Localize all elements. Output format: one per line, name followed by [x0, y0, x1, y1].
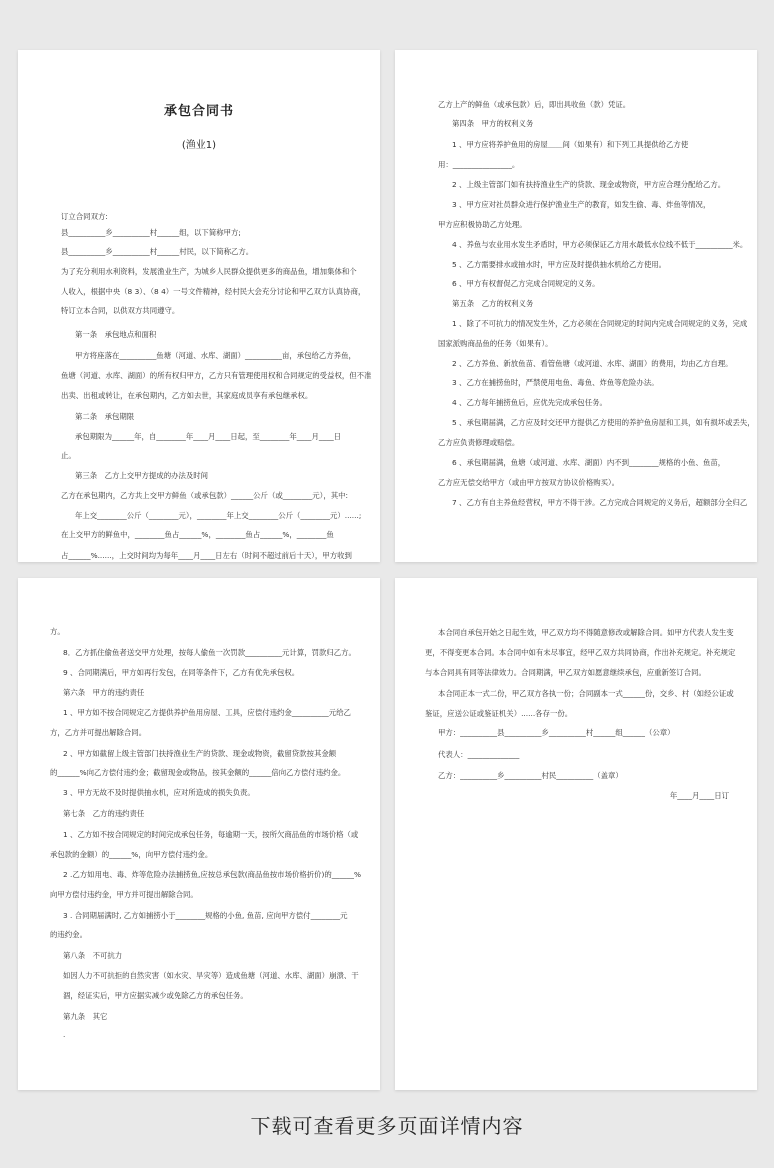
text-line: 甲方将座落在__________鱼塘（河道、水库、湖面）__________亩，承包给乙方养鱼， — [75, 351, 356, 360]
text-line: 4 、养鱼与农业用水发生矛盾时，甲方必须保证乙方用水最低水位线不低于__________米。 — [452, 240, 748, 249]
text-line: 的______%向乙方偿付违约金；截留现金或物品，按其金额的______倍向乙方偿付违约金。 — [50, 768, 346, 777]
text-line: 在上交甲方的鲜鱼中，________鱼占______%，________鱼占______%，________鱼 — [61, 530, 334, 539]
text-line: 年上交________公斤（________元），________年上交________公斤（________元）......; — [75, 511, 362, 520]
text-line: 3 . 合同期届满时, 乙方如捕捞小于________规格的小鱼, 鱼苗, 应向甲方偿付________元 — [63, 911, 348, 920]
text-line: 承包期限为______年，自________年____月____日起，至________年____月____日 — [75, 432, 342, 441]
text-line: 订立合同双方: — [61, 212, 108, 221]
text-line: 9 、合同期满后，甲方如再行发包，在同等条件下，乙方有优先承包权。 — [63, 668, 300, 677]
text-line: 县__________乡__________村______组，以下简称甲方; — [61, 228, 241, 237]
text-line: 国家派购商品鱼的任务（如果有）。 — [438, 339, 553, 348]
document-page-2 — [395, 50, 757, 562]
text-line: 代表人：______________ — [438, 750, 520, 759]
text-line: 用：________________。 — [438, 160, 520, 169]
text-line: 2 .乙方如用电、毒、炸等危险办法捕捞鱼,应按总承包款(商品鱼按市场价格折价)的______% — [63, 870, 361, 879]
text-line: 1 、甲方如不按合同规定乙方提供养护鱼用房屋、工具，应偿付违约金__________元给乙 — [63, 708, 351, 717]
document-page-3 — [18, 578, 380, 1090]
text-line: 甲方应积极协助乙方处理。 — [438, 220, 527, 229]
text-line: 如因人力不可抗拒的自然灾害（如水灾、旱灾等）造成鱼塘（河道、水库、湖面）崩溃、干 — [63, 971, 359, 980]
text-line: 1 、甲方应将养护鱼用的房屋＿＿间（如果有）和下列工具提供给乙方使 — [452, 140, 689, 149]
text-line: 特订立本合同，以供双方共同遵守。 — [61, 306, 180, 315]
text-line: 止。 — [61, 451, 76, 460]
text-line: 的违约金。 — [50, 930, 87, 939]
text-line: 乙方应负责修理或赔偿。 — [438, 438, 520, 447]
text-line: 6 、承包期届满，鱼塘（或河道、水库、湖面）内不到________规格的小鱼、鱼苗， — [452, 458, 726, 467]
text-line: 6 、甲方有权督促乙方完成合同规定的义务。 — [452, 279, 600, 288]
text-line: 第七条 乙方的违约责任 — [63, 809, 145, 818]
text-line: . — [63, 1030, 66, 1039]
text-line: 3 、甲方应对社员群众进行保护渔业生产的教育，如发生偷、毒、炸鱼等情况， — [452, 200, 711, 209]
text-line: 鉴证，应送公证或鉴证机关）......各存一份。 — [425, 709, 573, 718]
document-title: 承包合同书 — [163, 104, 234, 119]
text-line: 1 、除了不可抗力的情况发生外，乙方必须在合同规定的时间内完成合同规定的义务，完成 — [452, 319, 748, 328]
text-line: 本合同正本一式二份，甲乙双方各执一份；合同副本一式______份，交乡、村（如经公证或 — [438, 689, 734, 698]
text-line: 第三条 乙方上交甲方提成的办法及时间 — [75, 471, 209, 480]
text-line: 3 、甲方无故不及时提供抽水机，应对所造成的损失负责。 — [63, 788, 255, 797]
text-line: 1 、乙方如不按合同规定的时间完成承包任务，每逾期一天，按所欠商品鱼的市场价格（或 — [63, 830, 359, 839]
document-page-4 — [395, 578, 757, 1090]
text-line: 向甲方偿付违约金，甲方并可提出解除合同。 — [50, 890, 198, 899]
document-page-1 — [18, 50, 380, 562]
text-line: 第二条 承包期限 — [75, 412, 135, 421]
text-line: 7 、乙方有自主养鱼经营权，甲方不得干涉。乙方完成合同规定的义务后，超额部分全归乙 — [452, 498, 748, 507]
text-line: 2 、甲方如截留上级主管部门扶持渔业生产的贷款、现金或物资，截留贷款按其金额 — [63, 749, 337, 758]
text-line: 为了充分利用水利资料，发展渔业生产，为城乡人民群众提供更多的商品鱼，增加集体和个 — [61, 267, 357, 276]
text-line: 与本合同具有同等法律效力。合同期满，甲乙双方如愿意继续承包，应重新签订合同。 — [425, 668, 706, 677]
text-line: 甲方：__________县__________乡__________村______组______（公章） — [438, 728, 675, 737]
text-line: 鱼塘（河道、水库、湖面）的所有权归甲方，乙方只有管理使用权和合同规定的受益权，但不准 — [61, 371, 372, 380]
text-line: 第五条 乙方的权利义务 — [452, 299, 534, 308]
text-line: 4 、乙方每年捕捞鱼后，应优先完成承包任务。 — [452, 398, 607, 407]
text-line: 本合同自承包开始之日起生效，甲乙双方均不得随意修改或解除合同。如甲方代表人发生变 — [438, 628, 734, 637]
text-line: 方，乙方并可提出解除合同。 — [50, 728, 147, 737]
text-line: 方。 — [50, 627, 65, 636]
download-more-caption[interactable]: 下载可查看更多页面详情内容 — [250, 1114, 524, 1138]
text-line: 5 、承包期届满，乙方应及时交还甲方提供乙方使用的养护鱼房屋和工具，如有损坏或丢失， — [452, 418, 755, 427]
text-line: 涸，经证实后，甲方应据实减少或免除乙方的承包任务。 — [63, 991, 248, 1000]
text-line: 5 、乙方需要排水或抽水时，甲方应及时提供抽水机给乙方使用。 — [452, 260, 666, 269]
text-line: 承包款的金额）的______%，向甲方偿付违约金。 — [50, 850, 213, 859]
text-line: 县__________乡__________村______村民，以下简称乙方。 — [61, 247, 254, 256]
text-line: 2 、乙方养鱼、新放鱼苗、看管鱼塘（或河道、水库、湖面）的费用，均由乙方自理。 — [452, 359, 733, 368]
text-line: 年____月____日订 — [669, 791, 729, 800]
text-line: 乙方：__________乡__________村民__________（盖章） — [438, 771, 623, 780]
text-line: 2 、上级主管部门如有扶持渔业生产的贷款、现金或物资，甲方应合理分配给乙方。 — [452, 180, 726, 189]
text-line: 乙方上产的鲜鱼（或承包款）后，即出具收鱼（款）凭证。 — [438, 100, 631, 109]
text-line: 第九条 其它 — [63, 1012, 108, 1021]
text-line: 第四条 甲方的权利义务 — [452, 119, 534, 128]
text-line: 乙方在承包期内，乙方共上交甲方鲜鱼（或承包款）______公斤（或________元），其中: — [61, 491, 349, 500]
text-line: 占______%......，上交时间均为每年____月____日左右（时间不超过前后十天），甲方收到 — [61, 551, 352, 560]
text-line: 人收入，根据中央（8 3）、（8 4）一号文件精神，经村民大会充分讨论和甲乙双方认真协商， — [61, 287, 366, 296]
text-line: 第一条 承包地点和面积 — [75, 330, 157, 339]
text-line: 更，不得变更本合同。本合同中如有未尽事宜，经甲乙双方共同协商，作出补充规定。补充规定 — [425, 648, 736, 657]
document-subtitle: (渔业1) — [181, 140, 217, 151]
text-line: 8．乙方抓住偷鱼者送交甲方处理，按每人偷鱼一次罚款__________元计算，罚款归乙方。 — [63, 648, 356, 657]
text-line: 乙方应无偿交给甲方（或由甲方按双方协议价格购买）。 — [438, 478, 620, 487]
text-line: 第六条 甲方的违约责任 — [63, 688, 145, 697]
text-line: 第八条 不可抗力 — [63, 951, 123, 960]
text-line: 出卖、出租或转让，在承包期内，乙方如去世，其家庭成员享有承包继承权。 — [61, 391, 313, 400]
text-line: 3 、乙方在捕捞鱼时，严禁使用电鱼、毒鱼、炸鱼等危险办法。 — [452, 378, 659, 387]
